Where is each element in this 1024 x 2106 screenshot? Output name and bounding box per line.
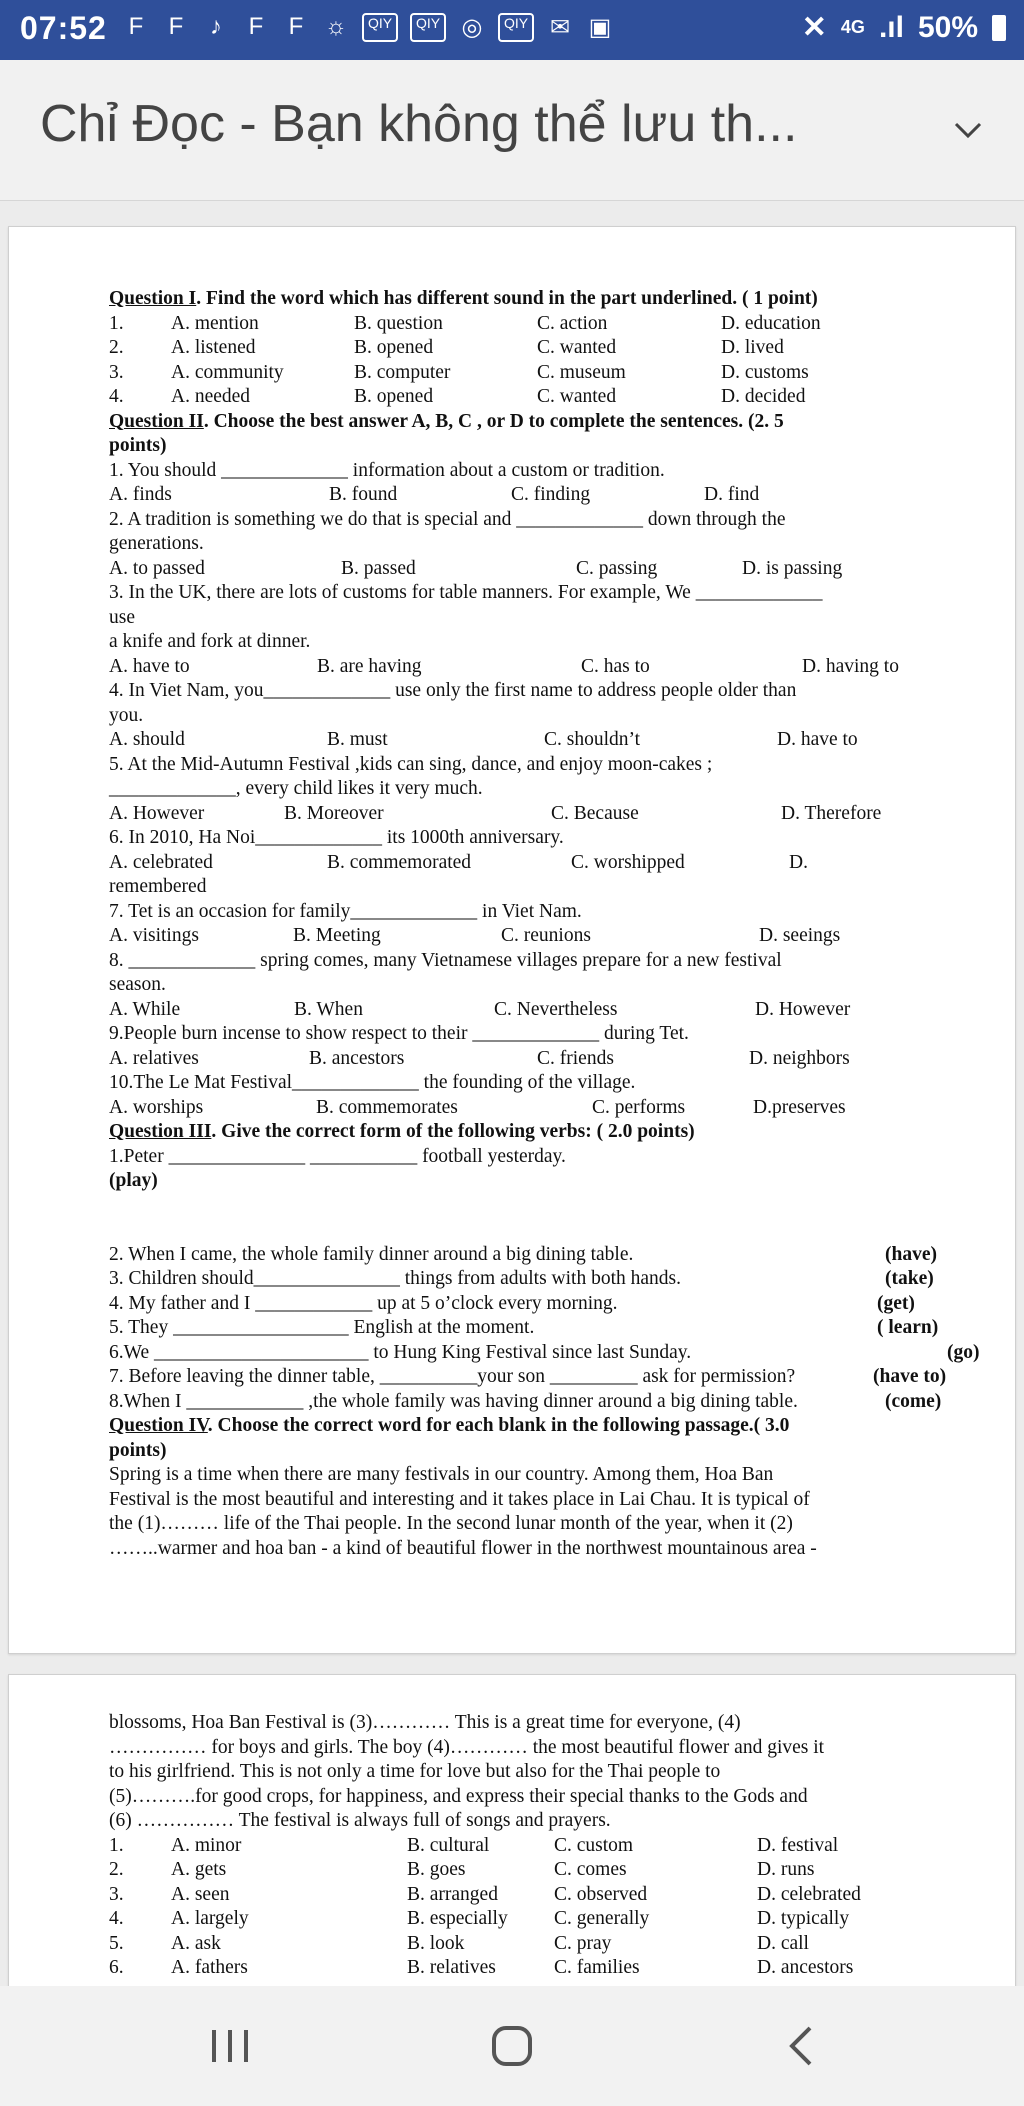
q2-line: season. — [109, 974, 166, 995]
page-1-content — [109, 287, 980, 1561]
item-number: 5. — [109, 1932, 124, 1954]
q1-row — [109, 361, 939, 386]
q2-line: 6. In 2010, Ha Noi_____________ its 1000th anniversary. — [109, 827, 564, 848]
document-page-1[interactable] — [8, 226, 1016, 1654]
item-number: 1. — [109, 312, 124, 334]
option: D. having to — [802, 655, 899, 677]
q3-line: 5. They __________________ English at the moment. ( learn) — [109, 1317, 939, 1338]
app-bar — [0, 60, 1024, 201]
option: B. especially — [407, 1908, 508, 1929]
q4-row — [109, 1858, 939, 1883]
facebook-icon: F — [288, 13, 304, 40]
option: C. comes — [554, 1859, 627, 1880]
q3-line: 1.Peter ______________ ___________ football yesterday. — [109, 1145, 566, 1167]
battery-icon — [992, 15, 1006, 41]
q4-row — [109, 1834, 939, 1859]
gallery-icon: ▣ — [588, 14, 612, 41]
option: C. wanted — [537, 386, 617, 407]
option: D. runs — [757, 1859, 815, 1880]
option: D. typically — [757, 1908, 850, 1929]
qiy-icon: QIY — [410, 13, 446, 42]
option: A. While — [109, 998, 181, 1020]
option: A. mention — [171, 312, 259, 334]
q2-options — [109, 998, 939, 1023]
option: B. relatives — [407, 1957, 496, 1978]
q2-options — [109, 728, 939, 753]
option: B. are having — [317, 655, 422, 677]
option: B. Moreover — [284, 802, 384, 824]
option: A. visitings — [109, 925, 199, 946]
option: B. When — [294, 998, 363, 1020]
facebook-icon: F — [248, 13, 264, 40]
option: C. has to — [581, 655, 650, 677]
q2-line: you. — [109, 704, 144, 726]
battery-level: 50% — [917, 10, 978, 44]
q2-options — [109, 851, 939, 876]
document-title: Chỉ Đọc - Bạn không thể lưu th... — [40, 95, 798, 153]
option: A. minor — [171, 1834, 242, 1856]
option: D. find — [704, 484, 760, 505]
option: D. ancestors — [757, 1957, 854, 1978]
q2-line: generations. — [109, 533, 204, 554]
q4-passage-line: (6) …………… The festival is always full of songs and prayers. — [109, 1810, 611, 1831]
option: C. custom — [554, 1834, 634, 1856]
option: C. observed — [554, 1883, 648, 1905]
option: D. seeings — [759, 925, 841, 946]
item-number: 2. — [109, 1859, 124, 1880]
q2-line: 7. Tet is an occasion for family_____________ in Viet Nam. — [109, 900, 582, 922]
option: B. arranged — [407, 1883, 498, 1905]
option: B. passed — [341, 557, 416, 579]
q2-options — [109, 1047, 939, 1072]
spacer — [109, 1194, 939, 1219]
option: D. decided — [721, 386, 806, 407]
option: D. However — [755, 998, 851, 1020]
q2-line: _____________, every child likes it very much. — [109, 778, 483, 799]
q2-options — [109, 924, 939, 949]
q4-row — [109, 1932, 939, 1957]
option: C. performs — [592, 1096, 686, 1118]
option: A. needed — [171, 386, 251, 407]
option: B. commemorates — [316, 1096, 458, 1118]
q2-line: 9.People burn incense to show respect to their _____________ during Tet. — [109, 1023, 689, 1044]
option: B. look — [407, 1932, 465, 1954]
q2-options — [109, 1096, 939, 1121]
option: A. largely — [171, 1908, 249, 1929]
q4-passage-line: Festival is the most beautiful and interesting and it takes place in Lai Chau. It is typical of — [109, 1488, 810, 1510]
q2-title-cont: points) — [109, 435, 167, 456]
option: D. festival — [757, 1834, 839, 1856]
option: B. opened — [354, 386, 434, 407]
option: D.preserves — [753, 1096, 846, 1118]
q2-line: 1. You should _____________ information about a custom or tradition. — [109, 459, 665, 481]
item-number: 3. — [109, 361, 124, 383]
navigation-bar — [0, 1986, 1024, 2106]
q2-options — [109, 802, 939, 827]
q4-passage-line: blossoms, Hoa Ban Festival is (3)………… This is a great time for everyone, (4) — [109, 1712, 741, 1733]
q4-passage-line: the (1)……… life of the Thai people. In the second lunar month of the year, when it (2) — [109, 1513, 793, 1534]
facebook-icon: F — [168, 13, 184, 40]
option: A. community — [171, 361, 284, 383]
option: D. Therefore — [781, 802, 882, 824]
q4-passage-line: (5)……….for good crops, for happiness, and express their special thanks to the Gods and — [109, 1785, 808, 1807]
option: A. gets — [171, 1859, 227, 1880]
qiy-icon: QIY — [498, 13, 534, 42]
option: B. question — [354, 312, 443, 334]
option: A. fathers — [171, 1957, 248, 1978]
item-number: 6. — [109, 1957, 124, 1978]
option: A. have to — [109, 655, 190, 677]
option: C. shouldn’t — [544, 729, 641, 750]
q2-line: 2. A tradition is something we do that is special and _____________ down through the — [109, 508, 786, 530]
q3-line: 3. Children should_______________ things from adults with both hands. (take) — [109, 1268, 934, 1289]
option: A. worships — [109, 1096, 204, 1118]
q3-line: 7. Before leaving the dinner table, __________your son _________ ask for permission? (have to) — [109, 1366, 947, 1387]
option: D. neighbors — [749, 1047, 850, 1069]
option: B. Meeting — [293, 925, 381, 946]
network-label: 4G — [840, 17, 865, 37]
option: C. museum — [537, 361, 626, 383]
option: C. pray — [554, 1932, 612, 1954]
option: D. call — [757, 1932, 809, 1954]
option: B. must — [327, 729, 388, 750]
q3-line: 2. When I came, the whole family dinner around a big dining table. (have) — [109, 1243, 937, 1265]
option: B. ancestors — [309, 1047, 405, 1069]
option: B. goes — [407, 1859, 466, 1880]
q3-line: (play) — [109, 1170, 158, 1191]
option: D. is passing — [742, 557, 843, 579]
option: A. However — [109, 802, 205, 824]
q2-line: a knife and fork at dinner. — [109, 631, 311, 652]
home-button[interactable] — [482, 2022, 542, 2070]
q4-row — [109, 1956, 939, 1981]
q2-line: 4. In Viet Nam, you_____________ use only the first name to address people older than — [109, 680, 797, 701]
q2-line: 10.The Le Mat Festival_____________ the founding of the village. — [109, 1072, 636, 1093]
q1-row — [109, 385, 939, 410]
option: C. Nevertheless — [494, 998, 618, 1020]
spacer — [109, 1218, 939, 1243]
q1-title: Question I. Find the word which has different sound in the part underlined. ( 1 point) — [109, 288, 818, 309]
q4-passage-line: …………… for boys and girls. The boy (4)………… the most beautiful flower and gives it — [109, 1736, 825, 1758]
item-number: 2. — [109, 337, 124, 358]
option: D. lived — [721, 337, 784, 358]
item-number: 1. — [109, 1834, 124, 1856]
q2-options — [109, 557, 939, 582]
option: C. reunions — [501, 925, 591, 946]
q2-line: 3. In the UK, there are lots of customs for table manners. For example, We _____________ — [109, 582, 823, 603]
item-number: 4. — [109, 1908, 124, 1929]
option: D. celebrated — [757, 1883, 861, 1905]
option: D. — [789, 851, 808, 873]
chevron-down-icon[interactable] — [948, 110, 988, 150]
option: C. wanted — [537, 337, 617, 358]
q4-row — [109, 1883, 939, 1908]
q2-line: 5. At the Mid-Autumn Festival ,kids can sing, dance, and enjoy moon-cakes ; — [109, 753, 713, 775]
q2-options — [109, 483, 939, 508]
option: B. computer — [354, 361, 451, 383]
q4-passage-line: to his girlfriend. This is not only a time for love but also for the Thai people to — [109, 1761, 721, 1782]
option: B. commemorated — [327, 851, 472, 873]
option: B. found — [329, 484, 398, 505]
q4-title-cont: points) — [109, 1439, 167, 1461]
q4-passage-line: ……..warmer and hoa ban - a kind of beautiful flower in the northwest mountainous area - — [109, 1537, 817, 1559]
qiy-icon: QIY — [362, 13, 398, 42]
q2-title: Question II. Choose the best answer A, B, C , or D to complete the sentences. (2. 5 — [109, 410, 784, 432]
option: D. education — [721, 312, 821, 334]
option: D. have to — [777, 729, 858, 750]
option: A. should — [109, 729, 185, 750]
back-button[interactable] — [772, 2022, 832, 2070]
option: C. generally — [554, 1908, 650, 1929]
document-page-2[interactable] — [8, 1674, 1016, 1988]
option: A. ask — [171, 1932, 221, 1954]
page-2-content — [109, 1711, 939, 1981]
q1-row — [109, 336, 939, 361]
tiktok-icon: ♪ — [210, 13, 222, 40]
notification-icons — [122, 13, 614, 42]
mute-icon: ✕ — [801, 11, 827, 44]
option: B. cultural — [407, 1834, 490, 1856]
chrome-icon: ◎ — [461, 14, 483, 41]
option: D. customs — [721, 361, 809, 383]
option: A. finds — [109, 484, 172, 505]
status-right — [802, 10, 1006, 45]
option: C. worshipped — [571, 851, 685, 873]
status-time: 07:52 — [20, 10, 107, 46]
app-icon: ☼ — [325, 13, 347, 40]
option: A. listened — [171, 337, 256, 358]
signal-icon: .ıl — [878, 10, 904, 44]
q3-line: 6.We ______________________ to Hung King Festival since last Sunday. (go) — [109, 1341, 980, 1363]
option: B. opened — [354, 337, 434, 358]
item-number: 3. — [109, 1883, 124, 1905]
option: C. finding — [511, 484, 591, 505]
option: C. Because — [551, 802, 639, 824]
option: C. action — [537, 312, 608, 334]
option: C. passing — [576, 557, 658, 579]
q1-row — [109, 312, 939, 337]
recent-apps-button[interactable] — [200, 2022, 260, 2070]
option: A. celebrated — [109, 851, 213, 873]
q4-passage-line: Spring is a time when there are many festivals in our country. Among them, Hoa Ban — [109, 1464, 774, 1485]
q3-line: 8.When I ____________ ,the whole family was having dinner around a big dining table. (come) — [109, 1390, 942, 1412]
facebook-icon: F — [128, 13, 144, 40]
q3-line: 4. My father and I ____________ up at 5 o’clock every morning. (get) — [109, 1292, 915, 1314]
status-bar — [0, 0, 1024, 60]
option: A. to passed — [109, 557, 205, 579]
option: A. relatives — [109, 1047, 199, 1069]
option: C. families — [554, 1957, 640, 1978]
q2-options — [109, 655, 939, 680]
item-number: 4. — [109, 386, 124, 407]
q4-row — [109, 1907, 939, 1932]
option: A. seen — [171, 1883, 230, 1905]
q2-line: 8. _____________ spring comes, many Vietnamese villages prepare for a new festival — [109, 949, 782, 971]
messenger-icon: ✉ — [549, 14, 571, 41]
q4-title: Question IV. Choose the correct word for each blank in the following passage.( 3.0 — [109, 1415, 790, 1436]
q3-title: Question III. Give the correct form of the following verbs: ( 2.0 points) — [109, 1121, 695, 1142]
q2-line: remembered — [109, 876, 207, 897]
option: C. friends — [537, 1047, 614, 1069]
q2-line: use — [109, 606, 135, 628]
